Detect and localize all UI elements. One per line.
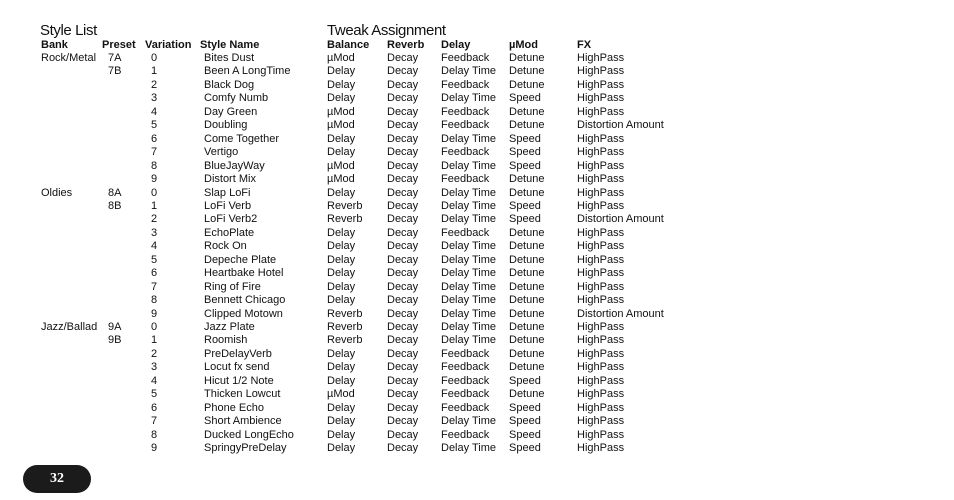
cell-style-name: LoFi Verb2 [204,213,258,226]
cell-reverb: Decay [387,294,419,307]
table-row [0,79,954,93]
cell-delay: Delay Time [441,267,497,280]
cell-variation: 8 [151,294,158,307]
cell-reverb: Decay [387,240,419,253]
cell-reverb: Decay [387,132,419,145]
cell-mod: Speed [509,374,541,387]
cell-reverb: Decay [387,253,419,266]
table-row [0,173,954,187]
cell-fx: HighPass [577,105,625,118]
cell-balance: Delay [327,226,356,239]
cell-style-name: Day Green [204,105,258,118]
cell-balance: Delay [327,428,356,441]
cell-balance: Reverb [327,307,363,320]
cell-reverb: Decay [387,146,419,159]
cell-mod: Detune [509,173,545,186]
cell-variation: 7 [151,415,158,428]
cell-delay: Delay Time [441,415,497,428]
cell-mod: Detune [509,119,545,132]
cell-reverb: Decay [387,159,419,172]
cell-delay: Delay Time [441,65,497,78]
cell-balance: Delay [327,280,356,293]
cell-variation: 1 [151,199,158,212]
cell-bank: Rock/Metal [41,52,97,64]
cell-delay: Delay Time [441,334,497,347]
cell-style-name: Heartbake Hotel [204,267,284,280]
table-row [0,361,954,375]
cell-mod: Speed [509,132,541,145]
cell-mod: Detune [509,267,545,280]
cell-style-name: Comfy Numb [204,92,269,105]
cell-style-name: Been A LongTime [204,65,291,78]
cell-mod: Detune [509,280,545,293]
cell-fx: HighPass [577,294,625,307]
table-row [0,334,954,348]
cell-fx: HighPass [577,132,625,145]
cell-style-name: Distort Mix [204,173,256,186]
cell-mod: Speed [509,213,541,226]
cell-reverb: Decay [387,65,419,78]
cell-variation: 9 [151,442,158,455]
table-row [0,429,954,443]
cell-balance: Delay [327,65,356,78]
cell-reverb: Decay [387,415,419,428]
header-variation: Variation [145,39,192,51]
cell-variation: 2 [151,347,158,360]
cell-reverb: Decay [387,321,419,333]
cell-fx: HighPass [577,401,625,414]
style-list-title: Style List [40,22,97,39]
cell-mod: Detune [509,65,545,78]
cell-delay: Feedback [441,347,490,360]
cell-balance: Delay [327,240,356,253]
cell-reverb: Decay [387,105,419,118]
table-row [0,133,954,147]
cell-reverb: Decay [387,428,419,441]
cell-delay: Feedback [441,388,490,401]
table-row [0,187,954,201]
cell-preset: 9A [108,321,122,333]
cell-style-name: BlueJayWay [204,159,265,172]
cell-variation: 0 [151,52,158,64]
cell-balance: Delay [327,186,356,199]
cell-balance: Delay [327,146,356,159]
cell-variation: 3 [151,361,158,374]
table-row [0,402,954,416]
header-style-name: Style Name [200,39,260,51]
cell-variation: 5 [151,388,158,401]
cell-mod: Detune [509,334,545,347]
table-row [0,227,954,241]
cell-bank: Oldies [41,186,73,199]
cell-mod: Detune [509,105,545,118]
cell-fx: HighPass [577,52,625,64]
cell-balance: µMod [327,52,355,64]
cell-fx: HighPass [577,199,625,212]
cell-variation: 3 [151,92,158,105]
cell-reverb: Decay [387,280,419,293]
cell-fx: HighPass [577,347,625,360]
table-row [0,348,954,362]
cell-fx: HighPass [577,388,625,401]
cell-balance: Delay [327,78,356,91]
cell-fx: HighPass [577,159,625,172]
cell-variation: 0 [151,321,158,333]
cell-delay: Feedback [441,428,490,441]
cell-mod: Speed [509,199,541,212]
cell-mod: Detune [509,361,545,374]
cell-delay: Delay Time [441,280,497,293]
cell-balance: µMod [327,159,355,172]
cell-fx: HighPass [577,442,625,455]
header-reverb: Reverb [387,39,425,51]
header-balance: Balance [327,39,370,51]
cell-balance: µMod [327,388,355,401]
cell-reverb: Decay [387,173,419,186]
cell-variation: 1 [151,65,158,78]
cell-variation: 4 [151,374,158,387]
cell-delay: Delay Time [441,442,497,455]
cell-preset: 7A [108,52,122,64]
cell-style-name: Come Together [204,132,280,145]
cell-variation: 8 [151,428,158,441]
cell-delay: Delay Time [441,240,497,253]
cell-delay: Feedback [441,361,490,374]
cell-fx: HighPass [577,173,625,186]
table-row [0,52,954,66]
cell-fx: HighPass [577,253,625,266]
cell-delay: Delay Time [441,186,497,199]
cell-balance: Reverb [327,213,363,226]
table-row [0,375,954,389]
table-row [0,106,954,120]
table-row [0,308,954,322]
table-row [0,65,954,79]
table-header [0,39,954,53]
table-row [0,321,954,335]
cell-variation: 5 [151,119,158,132]
cell-delay: Delay Time [441,132,497,145]
cell-mod: Detune [509,347,545,360]
cell-reverb: Decay [387,267,419,280]
cell-fx: Distortion Amount [577,119,664,132]
cell-balance: Delay [327,294,356,307]
cell-fx: HighPass [577,415,625,428]
cell-style-name: Bennett Chicago [204,294,286,307]
cell-fx: HighPass [577,92,625,105]
cell-style-name: Slap LoFi [204,186,251,199]
cell-preset: 8B [108,199,122,212]
cell-mod: Speed [509,159,541,172]
header-preset: Preset [102,39,136,51]
cell-reverb: Decay [387,186,419,199]
header-bank: Bank [41,39,68,51]
cell-bank: Jazz/Ballad [41,321,98,333]
cell-delay: Delay Time [441,321,497,333]
cell-reverb: Decay [387,226,419,239]
cell-fx: Distortion Amount [577,307,664,320]
cell-fx: HighPass [577,78,625,91]
cell-variation: 4 [151,105,158,118]
cell-style-name: Short Ambience [204,415,282,428]
cell-variation: 0 [151,186,158,199]
cell-mod: Speed [509,428,541,441]
cell-balance: Delay [327,92,356,105]
cell-delay: Delay Time [441,159,497,172]
table-row [0,388,954,402]
cell-reverb: Decay [387,388,419,401]
table-row [0,281,954,295]
cell-balance: Delay [327,253,356,266]
cell-variation: 7 [151,280,158,293]
cell-preset: 7B [108,65,122,78]
table-row [0,254,954,268]
cell-preset: 9B [108,334,122,347]
header-fx: FX [577,39,592,51]
header-delay: Delay [441,39,471,51]
cell-delay: Delay Time [441,253,497,266]
cell-mod: Speed [509,442,541,455]
cell-delay: Delay Time [441,92,497,105]
cell-reverb: Decay [387,119,419,132]
cell-style-name: Roomish [204,334,248,347]
cell-reverb: Decay [387,374,419,387]
cell-mod: Speed [509,415,541,428]
cell-style-name: EchoPlate [204,226,255,239]
cell-style-name: SpringyPreDelay [204,442,287,455]
cell-variation: 5 [151,253,158,266]
cell-mod: Detune [509,186,545,199]
table-row [0,240,954,254]
cell-mod: Detune [509,294,545,307]
cell-delay: Feedback [441,78,490,91]
cell-reverb: Decay [387,92,419,105]
cell-delay: Feedback [441,105,490,118]
cell-mod: Detune [509,307,545,320]
page-number: 32 [50,471,64,486]
cell-fx: Distortion Amount [577,213,664,226]
cell-style-name: Depeche Plate [204,253,277,266]
cell-reverb: Decay [387,52,419,64]
cell-variation: 9 [151,173,158,186]
cell-reverb: Decay [387,307,419,320]
cell-variation: 3 [151,226,158,239]
cell-fx: HighPass [577,65,625,78]
cell-delay: Feedback [441,119,490,132]
cell-style-name: Phone Echo [204,401,264,414]
cell-variation: 2 [151,213,158,226]
cell-delay: Feedback [441,146,490,159]
cell-fx: HighPass [577,321,625,333]
cell-mod: Speed [509,146,541,159]
cell-fx: HighPass [577,240,625,253]
cell-variation: 2 [151,78,158,91]
cell-reverb: Decay [387,199,419,212]
cell-fx: HighPass [577,374,625,387]
cell-balance: Reverb [327,321,363,333]
cell-style-name: Doubling [204,119,248,132]
tweak-assignment-title: Tweak Assignment [327,22,446,39]
cell-balance: µMod [327,105,355,118]
cell-mod: Detune [509,52,545,64]
cell-reverb: Decay [387,213,419,226]
table-row [0,92,954,106]
cell-delay: Feedback [441,374,490,387]
cell-variation: 8 [151,159,158,172]
cell-variation: 7 [151,146,158,159]
cell-fx: HighPass [577,146,625,159]
cell-balance: µMod [327,119,355,132]
cell-style-name: Locut fx send [204,361,270,374]
cell-variation: 6 [151,132,158,145]
cell-delay: Delay Time [441,307,497,320]
cell-delay: Feedback [441,52,490,64]
cell-balance: Delay [327,415,356,428]
cell-mod: Detune [509,388,545,401]
cell-mod: Speed [509,92,541,105]
cell-delay: Delay Time [441,199,497,212]
table-row [0,442,954,456]
cell-delay: Delay Time [441,213,497,226]
cell-reverb: Decay [387,442,419,455]
cell-delay: Feedback [441,173,490,186]
cell-reverb: Decay [387,361,419,374]
cell-style-name: Hicut 1/2 Note [204,374,274,387]
table-row [0,119,954,133]
cell-mod: Detune [509,78,545,91]
cell-reverb: Decay [387,334,419,347]
cell-style-name: LoFi Verb [204,199,252,212]
cell-balance: Delay [327,347,356,360]
cell-mod: Detune [509,240,545,253]
cell-fx: HighPass [577,428,625,441]
cell-balance: µMod [327,173,355,186]
cell-style-name: Jazz Plate [204,321,255,333]
cell-delay: Feedback [441,401,490,414]
cell-variation: 6 [151,267,158,280]
table-row [0,160,954,174]
cell-balance: Delay [327,267,356,280]
table-row [0,200,954,214]
cell-balance: Delay [327,361,356,374]
cell-fx: HighPass [577,226,625,239]
cell-preset: 8A [108,186,122,199]
cell-balance: Reverb [327,199,363,212]
cell-fx: HighPass [577,280,625,293]
cell-style-name: Black Dog [204,78,255,91]
cell-fx: HighPass [577,186,625,199]
cell-style-name: Clipped Motown [204,307,283,320]
cell-variation: 6 [151,401,158,414]
cell-style-name: Ring of Fire [204,280,261,293]
table-row [0,146,954,160]
cell-style-name: Ducked LongEcho [204,428,294,441]
cell-delay: Feedback [441,226,490,239]
cell-variation: 9 [151,307,158,320]
cell-reverb: Decay [387,347,419,360]
cell-balance: Delay [327,442,356,455]
table-row [0,294,954,308]
cell-style-name: Thicken Lowcut [204,388,281,401]
cell-variation: 1 [151,334,158,347]
table-row [0,415,954,429]
cell-mod: Detune [509,253,545,266]
cell-style-name: PreDelayVerb [204,347,272,360]
table-row [0,213,954,227]
cell-mod: Detune [509,226,545,239]
cell-balance: Reverb [327,334,363,347]
cell-reverb: Decay [387,401,419,414]
table-row [0,267,954,281]
cell-reverb: Decay [387,78,419,91]
header-mod: µMod [509,39,538,51]
cell-fx: HighPass [577,334,625,347]
cell-style-name: Vertigo [204,146,239,159]
cell-mod: Detune [509,321,545,333]
cell-fx: HighPass [577,267,625,280]
cell-balance: Delay [327,132,356,145]
cell-balance: Delay [327,401,356,414]
cell-balance: Delay [327,374,356,387]
cell-style-name: Rock On [204,240,247,253]
cell-style-name: Bites Dust [204,52,255,64]
cell-variation: 4 [151,240,158,253]
cell-fx: HighPass [577,361,625,374]
cell-mod: Speed [509,401,541,414]
cell-delay: Delay Time [441,294,497,307]
page-number-badge [23,465,91,493]
